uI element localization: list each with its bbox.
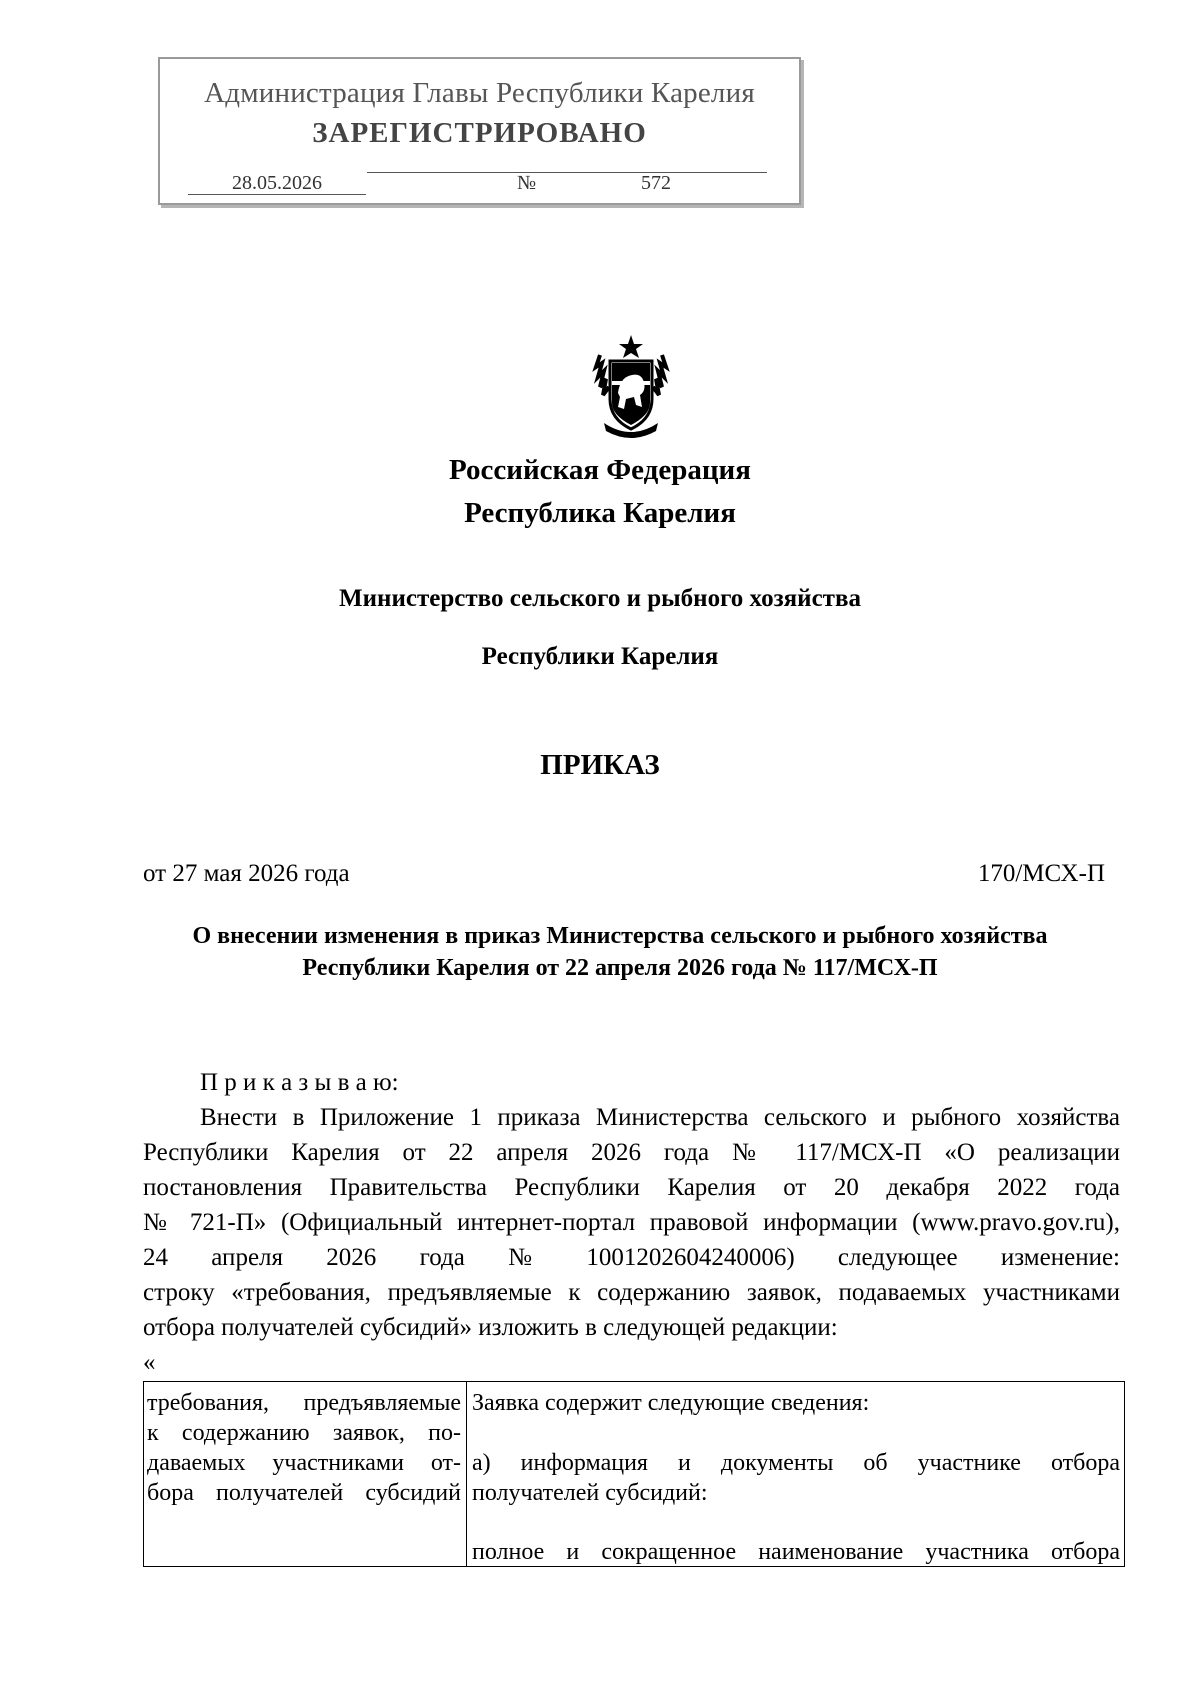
table-right-cell-line: полное и сокращенное наименование участника отбора [472,1539,1120,1565]
table-left-cell-line: требования, предъявляемые [147,1390,461,1416]
table-right-cell-line: а) информация и документы об участнике отбора [472,1450,1120,1476]
stamp-number-field [545,172,767,194]
command-word: П р и к а з ы в а ю: [200,1069,399,1096]
table-left-cell-line: к содержанию заявок, по- [147,1420,461,1446]
body-line: отбора получателей субсидий» изложить в следующей редакции: [143,1314,838,1341]
table-left-cell-line: бора получателей субсидий [147,1480,461,1506]
body-line: строку «требования, предъявляемые к содержанию заявок, подаваемых участниками [143,1279,1120,1306]
stamp-number-label [367,172,545,194]
ministry-heading-line2: Республики Карелия [481,643,719,670]
body-line: 24 апреля 2026 года № 1001202604240006) следующее изменение: [143,1244,1120,1271]
quote-open: « [143,1349,156,1376]
stamp-organization: Администрация Главы Республики Карелия [204,77,755,109]
table-column-divider [466,1381,467,1567]
body-line: постановления Правительства Республики Карелия от 20 декабря 2022 года [143,1174,1120,1201]
table-left-cell-line: даваемых участниками от- [147,1450,461,1476]
order-date: от 27 мая 2026 года [143,860,350,887]
body-line: Внести в Приложение 1 приказа Министерства сельского и рыбного хозяйства [200,1104,1120,1131]
stamp-registered: ЗАРЕГИСТРИРОВАНО [312,117,647,149]
coat-of-arms-karelia-icon [586,333,676,441]
table-right-cell-line: Заявка содержит следующие сведения: [472,1390,870,1416]
stamp-number-sign: № [517,172,537,194]
stamp-date: 28.05.2026 [188,172,366,195]
table-right-cell-line: получателей субсидий: [472,1480,708,1506]
order-subject-line2: Республики Карелия от 22 апреля 2026 года № 117/МСХ-П [302,955,938,981]
order-number: 170/МСХ-П [977,860,1105,887]
country-heading: Российская Федерация [449,454,751,486]
republic-heading: Республика Карелия [464,497,736,529]
stamp-number: 572 [641,172,671,194]
document-type-heading: ПРИКАЗ [540,749,660,781]
ministry-heading-line1: Министерство сельского и рыбного хозяйства [339,585,861,612]
registration-stamp [158,57,801,205]
body-line: № 721-П» (Официальный интернет-портал правовой информации (www.pravo.gov.ru), [143,1209,1120,1236]
order-subject-line1: О внесении изменения в приказ Министерства сельского и рыбного хозяйства [192,923,1048,949]
body-line: Республики Карелия от 22 апреля 2026 года № 117/МСХ-П «О реализации [143,1139,1120,1166]
